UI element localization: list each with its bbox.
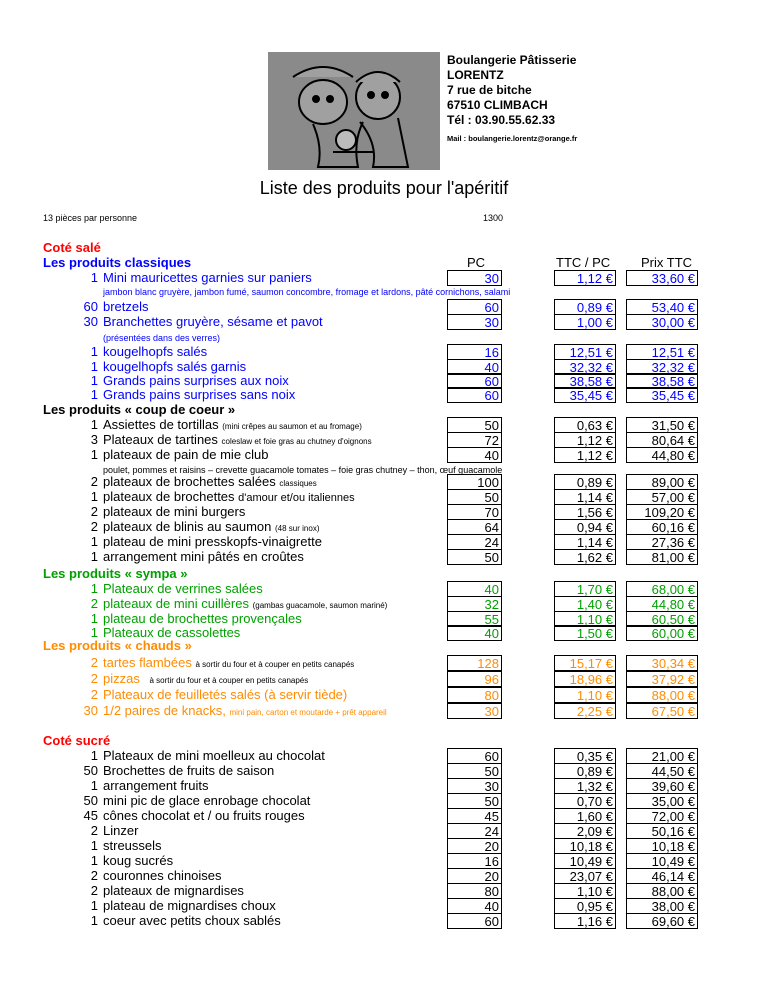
mail-address: Mail : boulangerie.lorentz@orange.fr: [447, 134, 578, 143]
unit-price: 1,12 €: [554, 432, 616, 448]
product-label: [103, 519, 319, 534]
quantity: 2: [90, 671, 98, 686]
unit-price: 1,14 €: [554, 489, 616, 505]
unit-price: 1,00 €: [554, 314, 616, 330]
quantity: 1: [90, 417, 98, 432]
table-row: [0, 387, 768, 403]
total-price: 60,00 €: [626, 625, 698, 641]
pieces-count: 50: [447, 549, 502, 565]
product-detail: classiques: [279, 479, 317, 488]
quantity: 2: [90, 596, 98, 611]
product-detail: à sortir du four et à couper en petits canapés: [195, 660, 355, 669]
table-row: [0, 344, 768, 360]
pieces-count: 60: [447, 748, 502, 764]
unit-price: 1,12 €: [554, 447, 616, 463]
quantity: 2: [90, 504, 98, 519]
table-row: [0, 417, 768, 433]
unit-price: 1,32 €: [554, 778, 616, 794]
product-name: plateaux de mignardises: [103, 883, 244, 898]
section-sympa: Les produits « sympa »: [43, 566, 188, 581]
product-name: plateaux de pain de mie club: [103, 447, 269, 462]
quantity: 60: [83, 299, 98, 314]
pieces-count: 50: [447, 763, 502, 779]
product-detail: mini pain, carton et moutarde + prêt appareil: [229, 708, 387, 717]
product-name: streussels: [103, 838, 162, 853]
unit-price: 1,60 €: [554, 808, 616, 824]
product-name: plateau de mignardises choux: [103, 898, 276, 913]
note-verres: (présentées dans des verres): [103, 333, 221, 343]
product-label: [103, 344, 207, 359]
pieces-count: 45: [447, 808, 502, 824]
quantity: 1: [90, 778, 98, 793]
product-label: [103, 913, 281, 928]
table-row: [0, 581, 768, 597]
quantity: 2: [90, 823, 98, 838]
quantity: 3: [90, 432, 98, 447]
unit-price: 1,50 €: [554, 625, 616, 641]
product-label: [103, 314, 323, 329]
address-line: Boulangerie Pâtisserie: [447, 53, 577, 67]
table-row: [0, 763, 768, 779]
address-line: Tél : 03.90.55.62.33: [447, 113, 556, 127]
quantity: 2: [90, 519, 98, 534]
product-detail: à sortir du four et à couper en petits canapés: [149, 676, 309, 685]
product-label: [103, 763, 274, 778]
product-name: Grands pains surprises sans noix: [103, 387, 296, 402]
pieces-count: 80: [447, 687, 502, 703]
unit-price: 0,94 €: [554, 519, 616, 535]
unit-price: 10,49 €: [554, 853, 616, 869]
quantity: 1: [90, 489, 98, 504]
product-label: [103, 703, 387, 718]
bakery-address: [447, 53, 577, 146]
total-price: 69,60 €: [626, 913, 698, 929]
product-label: [103, 489, 355, 504]
unit-price: 0,35 €: [554, 748, 616, 764]
product-label: [103, 417, 362, 432]
column-header-prix-ttc: Prix TTC: [641, 255, 693, 270]
product-name: Linzer: [103, 823, 139, 838]
unit-price: 38,58 €: [554, 373, 616, 389]
pieces-count: 30: [447, 778, 502, 794]
unit-price: 1,56 €: [554, 504, 616, 520]
pieces-count: 96: [447, 671, 502, 687]
page-title: Liste des produits pour l'apéritif: [259, 178, 509, 198]
total-price: 88,00 €: [626, 687, 698, 703]
product-detail: (mini crêpes au saumon et au fromage): [222, 422, 362, 431]
product-name: cônes chocolat et / ou fruits rouges: [103, 808, 305, 823]
quantity: 1: [90, 898, 98, 913]
quantity: 1: [90, 373, 98, 388]
pieces-count: 30: [447, 703, 502, 719]
product-label: [103, 655, 354, 670]
pieces-count: 80: [447, 883, 502, 899]
section-chauds: Les produits « chauds »: [43, 638, 192, 653]
quantity: 45: [83, 808, 98, 823]
table-row: [0, 534, 768, 550]
table-row: [0, 823, 768, 839]
pieces-count: 24: [447, 823, 502, 839]
unit-price: 0,89 €: [554, 763, 616, 779]
product-name: couronnes chinoises: [103, 868, 222, 883]
product-label: [103, 596, 387, 611]
address-line: 7 rue de bitche: [447, 83, 532, 97]
unit-price: 0,89 €: [554, 299, 616, 315]
product-name: plateau de brochettes provençales: [103, 611, 302, 626]
product-label: [103, 611, 302, 626]
quantity: 1: [90, 581, 98, 596]
quantity: 1: [90, 611, 98, 626]
table-row: [0, 748, 768, 764]
quantity: 1: [90, 853, 98, 868]
pieces-count: 60: [447, 373, 502, 389]
product-name: plateaux de blinis au saumon: [103, 519, 272, 534]
section-sucre: Coté sucré: [43, 733, 111, 748]
quantity: 50: [83, 763, 98, 778]
table-row: [0, 913, 768, 929]
table-row: [0, 432, 768, 448]
total-price: 89,00 €: [626, 474, 698, 490]
total-price: 72,00 €: [626, 808, 698, 824]
product-name: koug sucrés: [103, 853, 174, 868]
product-label: [103, 581, 263, 596]
unit-price: 35,45 €: [554, 387, 616, 403]
product-label: [103, 883, 244, 898]
quantity: 1: [90, 387, 98, 402]
product-name: Plateaux de mini moelleux au chocolat: [103, 748, 325, 763]
product-name: arrangement mini pâtés en croûtes: [103, 549, 304, 564]
product-label: [103, 625, 240, 640]
quantity: 1: [90, 913, 98, 928]
address-line: 67510 CLIMBACH: [447, 98, 548, 112]
product-label: [103, 270, 312, 285]
product-name: Plateaux de feuilletés salés (à servir tiède): [103, 687, 348, 702]
table-row: [0, 489, 768, 505]
bakery-logo: [268, 52, 440, 170]
table-row: [0, 625, 768, 641]
unit-price: 12,51 €: [554, 344, 616, 360]
pieces-count: 60: [447, 387, 502, 403]
table-row: [0, 447, 768, 463]
product-label: [103, 373, 289, 388]
pieces-count: 40: [447, 625, 502, 641]
note-brochettes: poulet, pommes et raisins – crevette guacamole tomates – foie gras chutney – thon, œuf guacamole: [103, 465, 503, 475]
unit-price: 1,12 €: [554, 270, 616, 286]
total-price: 37,92 €: [626, 671, 698, 687]
pieces-count: 64: [447, 519, 502, 535]
total-price: 44,80 €: [626, 447, 698, 463]
total-price: 21,00 €: [626, 748, 698, 764]
table-row: [0, 474, 768, 490]
product-detail: d'amour et/ou italiennes: [238, 492, 355, 504]
unit-price: 1,10 €: [554, 611, 616, 627]
product-label: [103, 838, 162, 853]
unit-price: 1,10 €: [554, 687, 616, 703]
quantity: 1: [90, 549, 98, 564]
pieces-count: 60: [447, 913, 502, 929]
product-label: [103, 387, 295, 402]
product-label: [103, 898, 276, 913]
quantity: 2: [90, 474, 98, 489]
total-price: 38,00 €: [626, 898, 698, 914]
table-row: [0, 270, 768, 286]
pieces-count: 16: [447, 853, 502, 869]
total-price: 81,00 €: [626, 549, 698, 565]
pieces-count: 60: [447, 299, 502, 315]
product-label: [103, 868, 222, 883]
product-name: Grands pains surprises aux noix: [103, 373, 289, 388]
product-name: Plateaux de cassolettes: [103, 625, 241, 640]
table-row: [0, 853, 768, 869]
product-name: arrangement fruits: [103, 778, 209, 793]
unit-price: 1,16 €: [554, 913, 616, 929]
unit-price: 0,70 €: [554, 793, 616, 809]
total-price: 12,51 €: [626, 344, 698, 360]
total-price: 68,00 €: [626, 581, 698, 597]
product-label: [103, 793, 310, 808]
total-pieces: 1300: [483, 213, 504, 223]
total-price: 39,60 €: [626, 778, 698, 794]
pieces-count: 40: [447, 898, 502, 914]
product-label: [103, 359, 246, 374]
product-name: Mini mauricettes garnies sur paniers: [103, 270, 312, 285]
pieces-count: 40: [447, 581, 502, 597]
total-price: 32,32 €: [626, 359, 698, 375]
unit-price: 2,25 €: [554, 703, 616, 719]
product-label: [103, 808, 305, 823]
total-price: 27,36 €: [626, 534, 698, 550]
quantity: 1: [90, 625, 98, 640]
quantity: 2: [90, 883, 98, 898]
unit-price: 23,07 €: [554, 868, 616, 884]
unit-price: 1,62 €: [554, 549, 616, 565]
product-name: Plateaux de tartines: [103, 432, 218, 447]
product-name: Branchettes gruyère, sésame et pavot: [103, 314, 323, 329]
table-row: [0, 838, 768, 854]
note-mauricettes: jambon blanc gruyère, jambon fumé, saumon concombre, fromage et lardons, pâté cornichons, salami: [103, 287, 511, 297]
total-price: 35,45 €: [626, 387, 698, 403]
unit-price: 1,10 €: [554, 883, 616, 899]
quantity: 2: [90, 687, 98, 702]
quantity: 1: [90, 359, 98, 374]
total-price: 80,64 €: [626, 432, 698, 448]
total-price: 46,14 €: [626, 868, 698, 884]
total-price: 44,80 €: [626, 596, 698, 612]
table-row: [0, 655, 768, 671]
unit-price: 10,18 €: [554, 838, 616, 854]
product-label: [103, 447, 269, 462]
pieces-count: 50: [447, 793, 502, 809]
quantity: 1: [90, 270, 98, 285]
product-label: [103, 504, 245, 519]
unit-price: 18,96 €: [554, 671, 616, 687]
table-row: [0, 703, 768, 719]
total-price: 38,58 €: [626, 373, 698, 389]
product-label: [103, 853, 173, 868]
table-row: [0, 314, 768, 330]
pieces-count: 50: [447, 489, 502, 505]
pieces-count: 16: [447, 344, 502, 360]
total-price: 33,60 €: [626, 270, 698, 286]
product-label: [103, 748, 325, 763]
product-label: [103, 549, 304, 564]
quantity: 1: [90, 447, 98, 462]
table-row: [0, 299, 768, 315]
pieces-count: 100: [447, 474, 502, 490]
unit-price: 1,40 €: [554, 596, 616, 612]
pieces-count: 40: [447, 447, 502, 463]
unit-price: 15,17 €: [554, 655, 616, 671]
total-price: 10,18 €: [626, 838, 698, 854]
table-row: [0, 778, 768, 794]
table-row: [0, 504, 768, 520]
total-price: 88,00 €: [626, 883, 698, 899]
section-sale: Coté salé: [43, 240, 101, 255]
product-name: bretzels: [103, 299, 149, 314]
unit-price: 2,09 €: [554, 823, 616, 839]
product-name: kougelhopfs salés: [103, 344, 208, 359]
quantity: 1: [90, 838, 98, 853]
pieces-count: 20: [447, 868, 502, 884]
column-header-ttc-pc: TTC / PC: [556, 255, 611, 270]
product-name: Plateaux de verrines salées: [103, 581, 263, 596]
table-row: [0, 898, 768, 914]
table-row: [0, 596, 768, 612]
product-name: coeur avec petits choux sablés: [103, 913, 281, 928]
product-label: [103, 671, 308, 686]
pieces-count: 55: [447, 611, 502, 627]
table-row: [0, 868, 768, 884]
product-name: kougelhopfs salés garnis: [103, 359, 247, 374]
product-name: pizzas: [103, 671, 140, 686]
pieces-count: 72: [447, 432, 502, 448]
quantity: 2: [90, 868, 98, 883]
product-name: Brochettes de fruits de saison: [103, 763, 275, 778]
unit-price: 32,32 €: [554, 359, 616, 375]
total-price: 60,50 €: [626, 611, 698, 627]
quantity: 1: [90, 748, 98, 763]
unit-price: 1,70 €: [554, 581, 616, 597]
table-row: [0, 793, 768, 809]
product-name: plateaux de mini cuillères: [103, 596, 249, 611]
per-person-label: 13 pièces par personne: [43, 213, 138, 223]
total-price: 31,50 €: [626, 417, 698, 433]
quantity: 30: [83, 314, 98, 329]
product-label: [103, 778, 209, 793]
product-label: [103, 299, 149, 314]
product-name: 1/2 paires de knacks,: [103, 703, 226, 718]
product-detail: (gambas guacamole, saumon mariné): [252, 601, 388, 610]
table-row: [0, 549, 768, 565]
table-row: [0, 808, 768, 824]
total-price: 67,50 €: [626, 703, 698, 719]
pieces-count: 20: [447, 838, 502, 854]
total-price: 57,00 €: [626, 489, 698, 505]
pieces-count: 50: [447, 417, 502, 433]
product-name: Assiettes de tortillas: [103, 417, 219, 432]
table-row: [0, 883, 768, 899]
pieces-count: 24: [447, 534, 502, 550]
product-name: plateaux de mini burgers: [103, 504, 246, 519]
total-price: 109,20 €: [626, 504, 698, 520]
quantity: 30: [83, 703, 98, 718]
total-price: 35,00 €: [626, 793, 698, 809]
quantity: 1: [90, 344, 98, 359]
product-name: mini pic de glace enrobage chocolat: [103, 793, 311, 808]
total-price: 60,16 €: [626, 519, 698, 535]
product-name: tartes flambées: [103, 655, 192, 670]
pieces-count: 70: [447, 504, 502, 520]
product-label: [103, 474, 317, 489]
quantity: 2: [90, 655, 98, 670]
total-price: 44,50 €: [626, 763, 698, 779]
total-price: 30,00 €: [626, 314, 698, 330]
unit-price: 0,63 €: [554, 417, 616, 433]
pieces-count: 30: [447, 270, 502, 286]
unit-price: 1,14 €: [554, 534, 616, 550]
bakery-couple-illustration: [268, 52, 440, 170]
product-label: [103, 534, 322, 549]
section-coup-de-coeur: Les produits « coup de coeur »: [43, 402, 236, 417]
total-price: 10,49 €: [626, 853, 698, 869]
unit-price: 0,89 €: [554, 474, 616, 490]
product-label: [103, 823, 138, 838]
product-name: plateaux de brochettes: [103, 489, 235, 504]
section-classiques: Les produits classiques: [43, 255, 192, 270]
column-header-pc: PC: [467, 255, 486, 270]
table-row: [0, 519, 768, 535]
pieces-count: 128: [447, 655, 502, 671]
product-detail: (48 sur inox): [275, 524, 320, 533]
product-name: plateaux de brochettes salées: [103, 474, 276, 489]
total-price: 30,34 €: [626, 655, 698, 671]
unit-price: 0,95 €: [554, 898, 616, 914]
total-price: 50,16 €: [626, 823, 698, 839]
product-name: plateau de mini presskopfs-vinaigrette: [103, 534, 322, 549]
pieces-count: 40: [447, 359, 502, 375]
total-price: 53,40 €: [626, 299, 698, 315]
product-detail: coleslaw et foie gras au chutney d'oignons: [221, 437, 372, 446]
pieces-count: 32: [447, 596, 502, 612]
product-label: [103, 687, 347, 702]
table-row: [0, 687, 768, 703]
quantity: 1: [90, 534, 98, 549]
quantity: 50: [83, 793, 98, 808]
pieces-count: 30: [447, 314, 502, 330]
product-label: [103, 432, 372, 447]
table-row: [0, 671, 768, 687]
address-line: LORENTZ: [447, 68, 504, 82]
